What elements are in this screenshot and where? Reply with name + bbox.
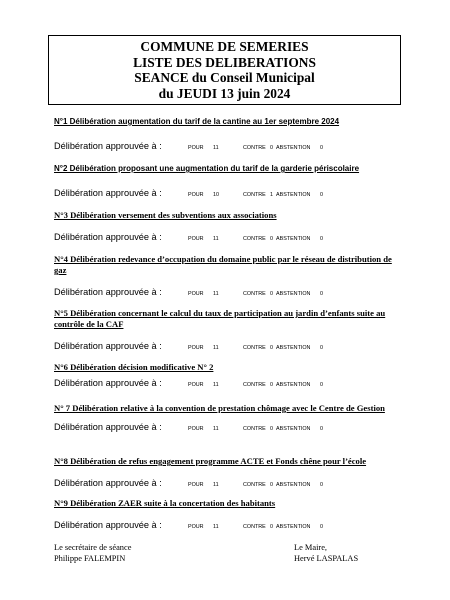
contre-count: 0 (270, 291, 273, 297)
abstention-count: 0 (320, 345, 323, 351)
contre-label: CONTRE (243, 345, 266, 351)
approved-label: Délibération approuvée à : (54, 341, 162, 351)
deliberation-title: N°4 Délibération redevance d’occupation du domaine public par le réseau de distribution de gaz (54, 254, 392, 275)
mayor-name: Hervé LASPALAS (294, 554, 359, 563)
approved-label: Délibération approuvée à : (54, 378, 162, 388)
contre-label: CONTRE (243, 524, 266, 530)
contre-count: 0 (270, 426, 273, 432)
deliberation-item (54, 210, 406, 246)
pour-count: 11 (213, 524, 219, 530)
pour-count: 11 (213, 482, 219, 488)
vote-row (54, 232, 406, 246)
deliberation-title: N°1 Délibération augmentation du tarif de la cantine au 1er septembre 2024 (54, 117, 340, 126)
secretary-name: Philippe FALEMPIN (54, 554, 126, 563)
contre-count: 1 (270, 192, 273, 198)
mayor-role: Le Maire, (294, 543, 328, 552)
abstention-label: ABSTENTION (276, 345, 311, 351)
commune-name: COMMUNE DE SEMERIES (140, 39, 309, 54)
contre-count: 0 (270, 145, 273, 151)
approved-label: Délibération approuvée à : (54, 141, 162, 151)
deliberation-item (54, 163, 406, 202)
abstention-count: 0 (320, 524, 323, 530)
contre-label: CONTRE (243, 482, 266, 488)
pour-label: POUR (188, 236, 204, 242)
contre-label: CONTRE (243, 192, 266, 198)
pour-label: POUR (188, 192, 204, 198)
vote-row (54, 478, 406, 492)
deliberation-title: N° 7 Délibération relative à la convention de prestation chômage avec le Centre de Gestion (54, 403, 385, 413)
deliberation-item (54, 498, 406, 534)
abstention-label: ABSTENTION (276, 482, 311, 488)
approved-label: Délibération approuvée à : (54, 232, 162, 242)
pour-count: 11 (213, 291, 219, 297)
deliberation-title: N°5 Délibération concernant le calcul du taux de participation au jardin d’enfants suite au contrôle de la CAF (54, 308, 386, 329)
abstention-label: ABSTENTION (276, 192, 311, 198)
mayor-signature (294, 542, 358, 564)
abstention-count: 0 (320, 192, 323, 198)
abstention-label: ABSTENTION (276, 236, 311, 242)
pour-label: POUR (188, 524, 204, 530)
abstention-label: ABSTENTION (276, 145, 311, 151)
document-header (48, 35, 401, 105)
contre-count: 0 (270, 345, 273, 351)
abstention-label: ABSTENTION (276, 524, 311, 530)
vote-row (54, 422, 406, 436)
contre-label: CONTRE (243, 382, 266, 388)
vote-row (54, 287, 406, 301)
deliberation-title: N°9 Délibération ZAER suite à la concertation des habitants (54, 498, 276, 508)
abstention-count: 0 (320, 382, 323, 388)
pour-label: POUR (188, 291, 204, 297)
deliberation-title: N°3 Délibération versement des subventions aux associations (54, 210, 277, 220)
vote-row (54, 141, 406, 155)
vote-row (54, 378, 406, 392)
contre-label: CONTRE (243, 145, 266, 151)
pour-label: POUR (188, 345, 204, 351)
deliberation-item (54, 362, 406, 392)
approved-label: Délibération approuvée à : (54, 422, 162, 432)
contre-label: CONTRE (243, 426, 266, 432)
pour-count: 11 (213, 236, 219, 242)
deliberation-title: N°6 Délibération décision modificative N° 2 (54, 362, 214, 372)
abstention-label: ABSTENTION (276, 426, 311, 432)
contre-count: 0 (270, 524, 273, 530)
deliberation-item (54, 308, 406, 355)
vote-row (54, 341, 406, 355)
pour-label: POUR (188, 382, 204, 388)
abstention-label: ABSTENTION (276, 291, 311, 297)
deliberation-item (54, 116, 406, 155)
abstention-count: 0 (320, 236, 323, 242)
pour-label: POUR (188, 482, 204, 488)
abstention-label: ABSTENTION (276, 382, 311, 388)
secretary-signature (54, 542, 131, 564)
contre-label: CONTRE (243, 236, 266, 242)
deliberation-item (54, 403, 406, 436)
pour-label: POUR (188, 145, 204, 151)
pour-count: 11 (213, 345, 219, 351)
pour-count: 11 (213, 426, 219, 432)
vote-row (54, 188, 406, 202)
deliberation-title: N°2 Délibération proposant une augmentation du tarif de la garderie périscolaire (54, 164, 360, 173)
pour-count: 11 (213, 382, 219, 388)
vote-row (54, 520, 406, 534)
abstention-count: 0 (320, 145, 323, 151)
pour-count: 10 (213, 192, 219, 198)
session-date: du JEUDI 13 juin 2024 (158, 85, 291, 101)
contre-count: 0 (270, 236, 273, 242)
contre-count: 0 (270, 382, 273, 388)
abstention-count: 0 (320, 426, 323, 432)
deliberation-item (54, 254, 406, 301)
approved-label: Délibération approuvée à : (54, 287, 162, 297)
deliberation-title: N°8 Délibération de refus engagement programme ACTE et Fonds chêne pour l’école (54, 456, 367, 466)
pour-count: 11 (213, 145, 219, 151)
session-title: SEANCE du Conseil Municipal (134, 70, 315, 85)
list-title: LISTE DES DELIBERATIONS (133, 54, 316, 70)
contre-label: CONTRE (243, 291, 266, 297)
abstention-count: 0 (320, 482, 323, 488)
pour-label: POUR (188, 426, 204, 432)
approved-label: Délibération approuvée à : (54, 188, 162, 198)
abstention-count: 0 (320, 291, 323, 297)
approved-label: Délibération approuvée à : (54, 478, 162, 488)
secretary-role: Le secrétaire de séance (54, 543, 132, 552)
contre-count: 0 (270, 482, 273, 488)
approved-label: Délibération approuvée à : (54, 520, 162, 530)
deliberation-item (54, 456, 406, 492)
